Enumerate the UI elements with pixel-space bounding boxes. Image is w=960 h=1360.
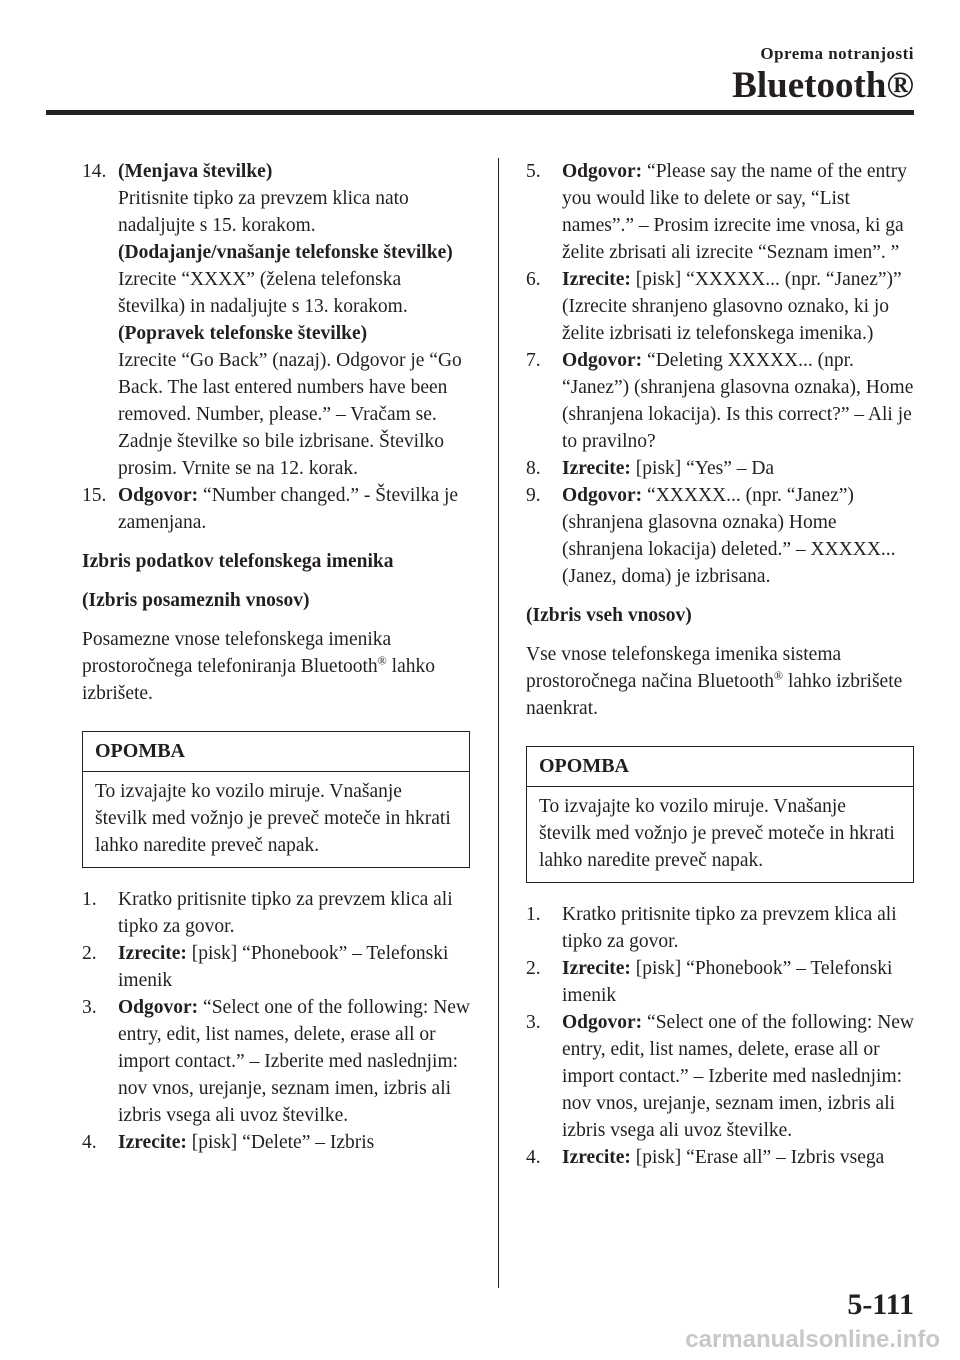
- step-number: 4.: [526, 1147, 541, 1168]
- step-number: 5.: [526, 161, 541, 182]
- intro-paragraph: Posamezne vnose telefonskega imenika prostoročnega telefoniranja Bluetooth® lahko izbrišete.: [82, 629, 435, 704]
- step-label: Izrecite:: [562, 1147, 631, 1168]
- page-number: 5-111: [847, 1288, 914, 1321]
- step-number: 6.: [526, 269, 541, 290]
- step-label: Odgovor:: [562, 1012, 643, 1033]
- subsection-heading-individual: (Izbris posameznih vnosov): [82, 590, 310, 611]
- left-column: [82, 158, 470, 1156]
- step-14-heading-add: (Dodajanje/vnašanje telefonske številke): [118, 242, 453, 263]
- step-text: [pisk] “XXXXX... (npr. “Janez”)” (Izrecite shranjeno glasovno oznako, ki jo želite izbrisati iz telefonskega imenika.): [562, 269, 902, 344]
- step-number: 1.: [82, 889, 97, 910]
- step-item: [526, 1009, 914, 1144]
- step-text: [pisk] “Delete” – Izbris: [186, 1132, 375, 1153]
- step-14-heading-correct: (Popravek telefonske številke): [118, 323, 368, 344]
- step-text: [pisk] “Phonebook” – Telefonski imenik: [562, 958, 893, 1006]
- step-item: [526, 901, 914, 955]
- step-number: 2.: [82, 943, 97, 964]
- step-14: [82, 158, 470, 482]
- header-title: Bluetooth®: [732, 65, 914, 106]
- step-item: [82, 940, 470, 994]
- step-number: 8.: [526, 458, 541, 479]
- step-text: “Deleting XXXXX... (npr. “Janez”) (shranjena glasovna oznaka), Home (shranjena lokacija). Is this correct?” – Ali je to pravilno?: [562, 350, 914, 452]
- step-text: “XXXXX... (npr. “Janez”) (shranjena glasovna oznaka) Home (shranjena lokacija) deleted.” – XXXXX... (Janez, doma) je izbrisana.: [562, 485, 896, 587]
- step-text: [pisk] “Phonebook” – Telefonski imenik: [118, 943, 449, 991]
- step-14-heading-change: (Menjava številke): [118, 161, 273, 182]
- step-item: [82, 886, 470, 940]
- step-number: 7.: [526, 350, 541, 371]
- step-label: Izrecite:: [562, 958, 631, 979]
- step-label: Odgovor:: [118, 997, 199, 1018]
- step-item: [526, 158, 914, 266]
- step-14-text-change: Pritisnite tipko za prevzem klica nato nadaljujte s 15. korakom.: [118, 188, 409, 236]
- step-item: [526, 455, 914, 482]
- step-label: Izrecite:: [118, 1132, 187, 1153]
- step-15: [82, 482, 470, 536]
- step-text: [pisk] “Yes” – Da: [630, 458, 775, 479]
- right-steps-2: [526, 901, 914, 1171]
- note-text: To izvajajte ko vozilo miruje. Vnašanje številk med vožnjo je preveč moteče in hkrati lahko naredite preveč napak.: [95, 781, 451, 856]
- step-label: Izrecite:: [118, 943, 187, 964]
- step-item: [526, 482, 914, 590]
- step-14-text-correct: Izrecite “Go Back” (nazaj). Odgovor je “Go Back. The last entered numbers have been removed. Number, please.” – Vračam se. Zadnje številke so bile izbrisane. Številko prosim. Vrnite se na 12. korak.: [118, 350, 462, 479]
- step-item: [526, 1144, 914, 1171]
- step-label: Odgovor:: [118, 485, 199, 506]
- step-number: 4.: [82, 1132, 97, 1153]
- step-number: 1.: [526, 904, 541, 925]
- step-label: Izrecite:: [562, 458, 631, 479]
- step-label: Odgovor:: [562, 161, 643, 182]
- column-divider: [498, 158, 499, 1288]
- step-item: [526, 955, 914, 1009]
- step-text: “Select one of the following: New entry, edit, list names, delete, erase all or import contact.” – Izberite med naslednjim: nov vnos, urejanje, seznam imen, izbris ali izbris vsega ali uvoz številke.: [562, 1012, 915, 1141]
- note-box: [526, 746, 914, 883]
- section-heading-delete-phonebook: Izbris podatkov telefonskega imenika: [82, 551, 394, 572]
- step-label: Odgovor:: [562, 350, 643, 371]
- note-title: OPOMBA: [83, 732, 469, 772]
- step-14-text-add: Izrecite “XXXX” (želena telefonska številka) in nadaljujte s 13. korakom.: [118, 269, 408, 317]
- step-item: [82, 1129, 470, 1156]
- step-item: [526, 266, 914, 347]
- step-number: 9.: [526, 485, 541, 506]
- intro-paragraph: Vse vnose telefonskega imenika sistema prostoročnega načina Bluetooth® lahko izbrišete naenkrat.: [526, 644, 903, 719]
- step-text: [pisk] “Erase all” – Izbris vsega: [630, 1147, 885, 1168]
- step-text: Kratko pritisnite tipko za prevzem klica ali tipko za govor.: [562, 904, 897, 952]
- subsection-heading-all: (Izbris vseh vnosov): [526, 605, 692, 626]
- step-item: [526, 347, 914, 455]
- step-number: 2.: [526, 958, 541, 979]
- step-item: [82, 994, 470, 1129]
- note-title: OPOMBA: [527, 747, 913, 787]
- step-label: Izrecite:: [562, 269, 631, 290]
- step-text: “Please say the name of the entry you would like to delete or say, “List names”.” – Prosim izrecite ime vnosa, ki ga želite zbrisati ali izrecite “Seznam imen”. ”: [562, 161, 907, 263]
- step-label: Odgovor:: [562, 485, 643, 506]
- note-box: [82, 731, 470, 868]
- step-text: Kratko pritisnite tipko za prevzem klica ali tipko za govor.: [118, 889, 453, 937]
- right-column: [526, 158, 914, 1171]
- step-number: 3.: [526, 1012, 541, 1033]
- note-text: To izvajajte ko vozilo miruje. Vnašanje številk med vožnjo je preveč moteče in hkrati lahko naredite preveč napak.: [539, 796, 895, 871]
- step-number: 14.: [82, 161, 107, 182]
- header-rule: [46, 110, 914, 115]
- watermark: carmanualsonline.info: [685, 1326, 940, 1353]
- step-number: 3.: [82, 997, 97, 1018]
- right-steps: [526, 158, 914, 590]
- step-number: 15.: [82, 485, 107, 506]
- step-text: “Number changed.” - Številka je zamenjana.: [118, 485, 459, 533]
- left-steps: [82, 886, 470, 1156]
- step-text: “Select one of the following: New entry, edit, list names, delete, erase all or import contact.” – Izberite med naslednjim: nov vnos, urejanje, seznam imen, izbris ali izbris vsega ali uvoz številke.: [118, 997, 471, 1126]
- header-section: Oprema notranjosti: [760, 44, 914, 63]
